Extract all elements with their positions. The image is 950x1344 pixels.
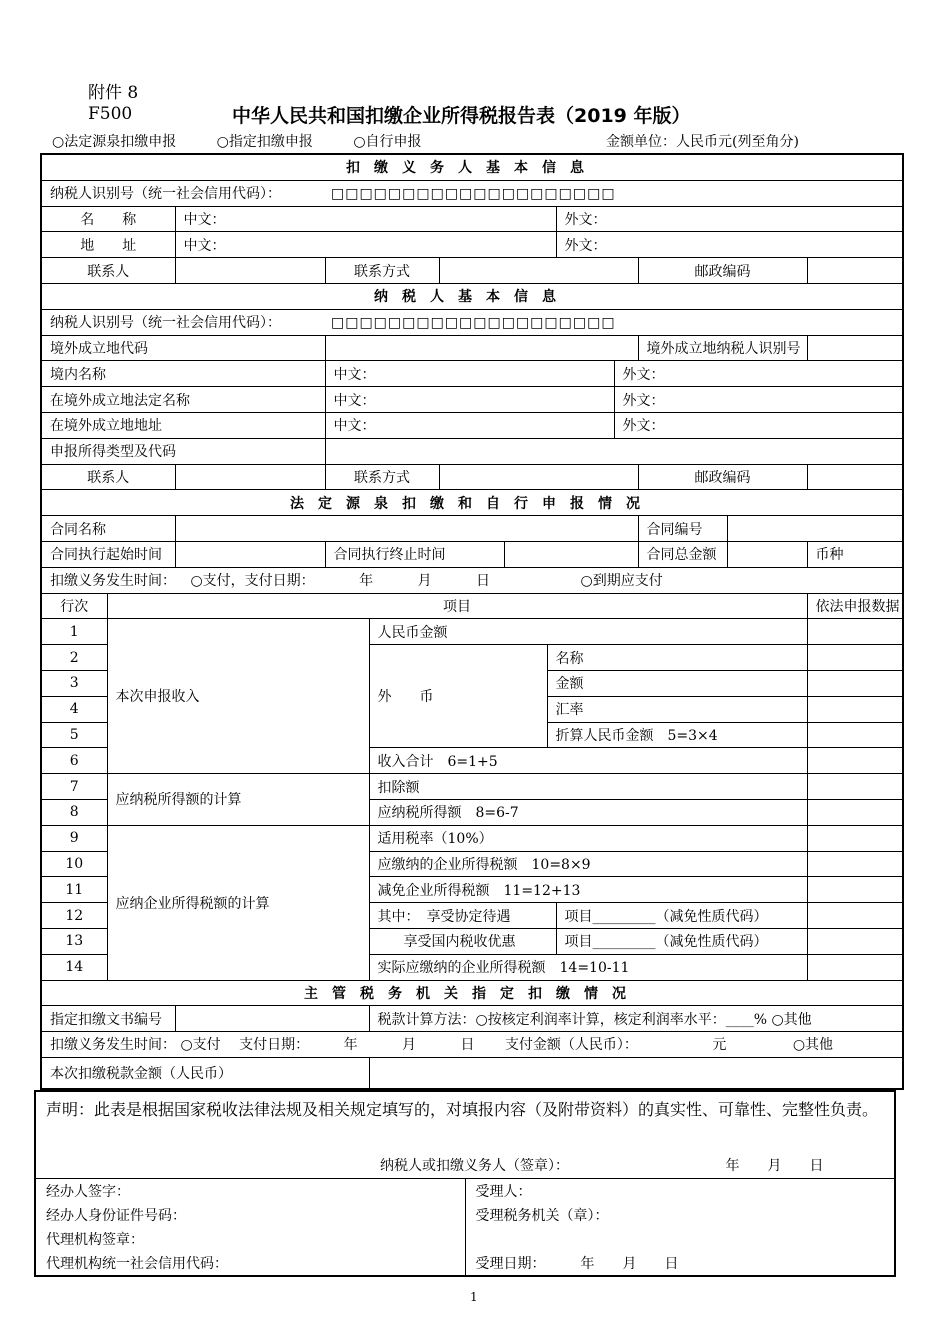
- relief-item[interactable]: 项目_________（减免性质代码）: [556, 903, 807, 929]
- withholder-postcode-value[interactable]: [807, 258, 903, 284]
- option-statutory-withholding[interactable]: ○法定源泉扣缴申报: [52, 134, 177, 150]
- calc-method[interactable]: 税款计算方法：○按核定利润率计算，核定利润率水平：____% ○其他: [369, 1006, 903, 1032]
- relief-item[interactable]: 项目_________（减免性质代码）: [556, 928, 807, 954]
- row-value[interactable]: [807, 774, 903, 800]
- taxpayer-contact-value[interactable]: [175, 464, 325, 490]
- form-code: F500: [88, 104, 133, 124]
- withholder-name-foreign[interactable]: 外文：: [556, 206, 903, 232]
- taxpayer-contact-label: 联系人: [41, 464, 175, 490]
- row-item: 人民币金额: [369, 619, 807, 645]
- group-income-label: 本次申报收入: [107, 619, 369, 774]
- row-value[interactable]: [807, 619, 903, 645]
- row-value[interactable]: [807, 903, 903, 929]
- currency-label: 币种: [815, 547, 844, 564]
- overseas-legal-name-label: 在境外成立地法定名称: [41, 387, 325, 413]
- foreign-currency-label: 外 币: [369, 645, 547, 748]
- doc-no-value[interactable]: [175, 1006, 369, 1032]
- declaration-table: [34, 1090, 896, 1277]
- row-value[interactable]: [807, 851, 903, 877]
- table-row: [41, 619, 903, 645]
- tax-office-label: 受理税务机关（章）：: [475, 1208, 609, 1224]
- row-number: 14: [41, 954, 107, 980]
- withholder-address-cn[interactable]: 中文：: [175, 232, 556, 258]
- form-title: 中华人民共和国扣缴企业所得税报告表（2019 年版）: [232, 105, 691, 127]
- section-designated: 主管税务机关指定扣缴情况: [41, 980, 903, 1006]
- row-item: 名称: [547, 645, 807, 671]
- row-value[interactable]: [807, 954, 903, 980]
- total-amount-value[interactable]: [727, 541, 807, 567]
- section-withholder-info: 扣缴义务人基本信息: [41, 154, 903, 180]
- withhold-amount-value[interactable]: [369, 1057, 903, 1089]
- signer-date: 年 月 日: [725, 1158, 824, 1174]
- contract-name-value[interactable]: [175, 516, 638, 542]
- end-time-value[interactable]: [504, 541, 638, 567]
- doc-no-label: 指定扣缴文书编号: [41, 1006, 175, 1032]
- agent-id-label: 经办人身份证件号码：: [35, 1203, 465, 1227]
- withhold-amount-label: 本次扣缴税款金额（人民币）: [41, 1057, 369, 1089]
- overseas-address-cn[interactable]: 中文：: [325, 412, 614, 438]
- row-value[interactable]: [807, 645, 903, 671]
- withholder-address-label: 地 址: [41, 232, 175, 258]
- row-value[interactable]: [807, 696, 903, 722]
- row-item: 应纳税所得额 8=6-7: [369, 799, 807, 825]
- group-taxable-label: 应纳税所得额的计算: [107, 774, 369, 826]
- withholder-name-label: 名 称: [41, 206, 175, 232]
- row-item: 实际应缴纳的企业所得税额 14=10-11: [369, 954, 807, 980]
- agency-sign-label: 代理机构签章：: [35, 1227, 465, 1251]
- withholder-contact-label: 联系人: [41, 258, 175, 284]
- row-item: 应缴纳的企业所得税额 10=8×9: [369, 851, 807, 877]
- taxpayer-tin-boxes[interactable]: □□□□□□□□□□□□□□□□□□□□: [331, 315, 616, 332]
- withholder-contact-value[interactable]: [175, 258, 325, 284]
- statutory-occur-row: 扣缴义务发生时间： ○支付，支付日期： 年 月 日 ○到期应支付: [41, 567, 903, 593]
- row-item: 汇率: [547, 696, 807, 722]
- row-number: 7: [41, 774, 107, 800]
- row-number: 12: [41, 903, 107, 929]
- row-number: 13: [41, 928, 107, 954]
- attachment-label: 附件 8: [88, 83, 139, 103]
- row-number: 5: [41, 722, 107, 748]
- withholder-tin-boxes[interactable]: □□□□□□□□□□□□□□□□□□□□: [331, 186, 616, 203]
- row-item: 金额: [547, 670, 807, 696]
- page-number: 1: [470, 1290, 478, 1304]
- pay-option[interactable]: ○支付，支付日期：: [190, 573, 315, 590]
- taxpayer-postcode-label: 邮政编码: [638, 464, 807, 490]
- receive-date-label: 受理日期： 年 月 日: [475, 1256, 679, 1272]
- withholder-contact-method-label: 联系方式: [325, 258, 439, 284]
- overseas-address-label: 在境外成立地地址: [41, 412, 325, 438]
- row-item: 扣除额: [369, 774, 807, 800]
- overseas-tin-label: 境外成立地纳税人识别号: [638, 335, 807, 361]
- overseas-code-value[interactable]: [325, 335, 638, 361]
- row-value[interactable]: [807, 748, 903, 774]
- row-number: 6: [41, 748, 107, 774]
- due-option[interactable]: ○到期应支付: [580, 573, 663, 590]
- withholder-tin-row: 纳税人识别号（统一社会信用代码）： □□□□□□□□□□□□□□□□□□□□: [41, 180, 903, 206]
- row-value[interactable]: [807, 799, 903, 825]
- option-self-filing[interactable]: ○自行申报: [353, 134, 422, 150]
- start-time-label: 合同执行起始时间: [41, 541, 175, 567]
- end-time-label: 合同执行终止时间: [325, 541, 504, 567]
- row-item: 其中： 享受协定待遇: [369, 903, 556, 929]
- group-tax-label: 应纳企业所得税额的计算: [107, 825, 369, 980]
- row-value[interactable]: [807, 722, 903, 748]
- withholder-contact-method-value[interactable]: [439, 258, 638, 284]
- row-value[interactable]: [807, 877, 903, 903]
- withholder-address-foreign[interactable]: 外文：: [556, 232, 903, 258]
- income-type-label: 申报所得类型及代码: [41, 438, 325, 464]
- taxpayer-contact-method-value[interactable]: [439, 464, 638, 490]
- total-amount-label: 合同总金额: [638, 541, 727, 567]
- taxpayer-tin-row: 纳税人识别号（统一社会信用代码）： □□□□□□□□□□□□□□□□□□□□: [41, 309, 903, 335]
- contract-no-label: 合同编号: [638, 516, 727, 542]
- overseas-tin-value[interactable]: [807, 335, 903, 361]
- row-number: 11: [41, 877, 107, 903]
- designated-pay-option[interactable]: ○支付 支付日期：: [180, 1037, 310, 1054]
- col-item-header: 项目: [107, 593, 807, 619]
- row-number: 10: [41, 851, 107, 877]
- currency-cell[interactable]: [807, 541, 903, 567]
- domestic-name-foreign[interactable]: 外文：: [614, 361, 903, 387]
- signer-row: 纳税人或扣缴义务人（签章）： 年 月 日: [35, 1152, 895, 1179]
- taxpayer-postcode-value[interactable]: [807, 464, 903, 490]
- row-number: 2: [41, 645, 107, 671]
- table-row: [41, 774, 903, 800]
- taxpayer-contact-method-label: 联系方式: [325, 464, 439, 490]
- amount-unit: 金额单位：人民币元(列至角分): [606, 134, 799, 150]
- section-taxpayer-info: 纳税人基本信息: [41, 283, 903, 309]
- overseas-legal-name-foreign[interactable]: 外文：: [614, 387, 903, 413]
- row-item: 适用税率（10%）: [369, 825, 807, 851]
- overseas-code-label: 境外成立地代码: [41, 335, 325, 361]
- row-number: 8: [41, 799, 107, 825]
- contract-name-label: 合同名称: [41, 516, 175, 542]
- designated-other-option[interactable]: ○其他: [792, 1037, 834, 1054]
- section-statutory: 法定源泉扣缴和自行申报情况: [41, 490, 903, 516]
- domestic-name-cn[interactable]: 中文：: [325, 361, 614, 387]
- income-type-value[interactable]: [325, 438, 903, 464]
- agency-code-label: 代理机构统一社会信用代码：: [35, 1251, 465, 1276]
- main-form-table: [40, 153, 904, 1090]
- withholder-postcode-label: 邮政编码: [638, 258, 807, 284]
- row-value[interactable]: [807, 825, 903, 851]
- col-row-header: 行次: [41, 593, 107, 619]
- row-item: 折算人民币金额 5=3×4: [547, 722, 807, 748]
- filing-type-options: [52, 131, 458, 151]
- option-designated-withholding[interactable]: ○指定扣缴申报: [216, 134, 313, 150]
- col-data-header: 依法申报数据: [807, 593, 903, 619]
- start-time-value[interactable]: [175, 541, 325, 567]
- row-number: 3: [41, 670, 107, 696]
- receiver-label: 受理人：: [475, 1184, 532, 1200]
- row-number: 1: [41, 619, 107, 645]
- row-item: 收入合计 6=1+5: [369, 748, 807, 774]
- table-row: [41, 825, 903, 851]
- overseas-address-foreign[interactable]: 外文：: [614, 412, 903, 438]
- row-value[interactable]: [807, 670, 903, 696]
- contract-no-value[interactable]: [727, 516, 903, 542]
- row-item: 享受国内税收优惠: [369, 928, 556, 954]
- row-number: 9: [41, 825, 107, 851]
- row-item: 减免企业所得税额 11=12+13: [369, 877, 807, 903]
- domestic-name-label: 境内名称: [41, 361, 325, 387]
- designated-occur-row: 扣缴义务发生时间： ○支付 支付日期： 年 月 日 支付金额（人民币）： 元 ○其他: [41, 1032, 903, 1058]
- declaration-text: 声明：此表是根据国家税收法律法规及相关规定填写的，对填报内容（及附带资料）的真实性、可靠性、完整性负责。: [46, 1100, 879, 1119]
- overseas-legal-name-cn[interactable]: 中文：: [325, 387, 614, 413]
- withholder-name-cn[interactable]: 中文：: [175, 206, 556, 232]
- row-number: 4: [41, 696, 107, 722]
- row-value[interactable]: [807, 928, 903, 954]
- agent-sign-label: 经办人签字：: [35, 1179, 465, 1204]
